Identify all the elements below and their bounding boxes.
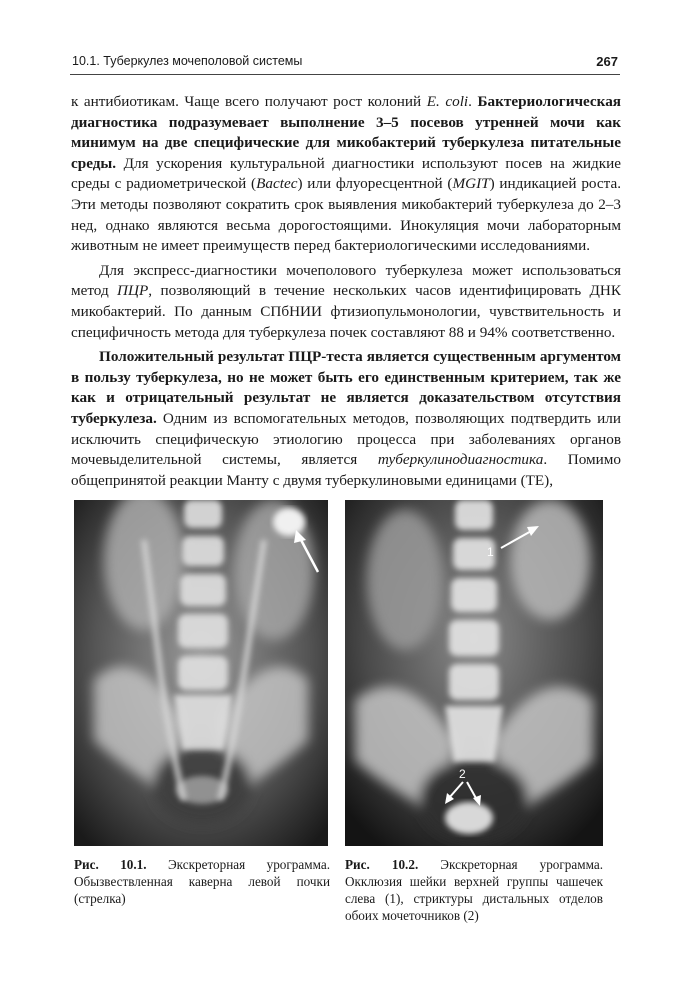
text-run: E. coli xyxy=(426,93,469,110)
figure-10-2-urogram xyxy=(345,500,603,846)
marker-label-1: 1 xyxy=(487,545,494,559)
text-run: Бактериологическая диагностика подразумевает выполнение 3–5 посевов утренней мочи как минимум на две специфические для микобактерий туберкулеза питательные среды. xyxy=(71,93,622,172)
text-run: , позволяющий в течение нескольких часов идентифицировать ДНК микобактерий. По данным СПбНИИ фтизиопульмонологии, чувствительность и специфичность метода для туберкулеза почек составляют 88 и 94% соответственно. xyxy=(71,282,621,341)
text-run: туберкулинодиагностика xyxy=(377,451,544,469)
caption-label: Рис. 10.1. xyxy=(74,857,147,872)
text-run: . xyxy=(468,93,478,110)
caption-text: Экскреторная урограмма. Обызвествленная каверна левой почки (стрелка) xyxy=(74,857,330,906)
xray-image-1 xyxy=(74,500,328,846)
paragraph-2 xyxy=(71,261,621,343)
page-number: 267 xyxy=(596,54,618,69)
text-run: MGIT xyxy=(452,175,490,193)
figure-10-2-caption xyxy=(345,856,603,924)
text-run: Положительный результат ПЦР-теста является существенным аргументом в пользу туберкулеза, но не может быть его единственным критерием, так же как и отрицательный результат не является доказательством отсутствия туберкулеза. xyxy=(71,348,621,427)
marker-label-2: 2 xyxy=(459,767,466,781)
text-run: Bactec xyxy=(256,175,298,193)
text-run: Одним из вспомогательных методов, позволяющих подтвердить или исключить специфическую этиологию процесса при заболеваниях органов мочевыделительной системы, является xyxy=(71,409,621,469)
text-run: Для ускорения культуральной диагностики используют посев на жидкие среды с радиометрической ( xyxy=(71,154,621,193)
caption-text: Экскреторная урограмма. Окклюзия шейки верхней группы чашечек слева (1), стриктуры дистальных отделов обоих мочеточников (2) xyxy=(345,857,603,923)
figure-10-1-urogram xyxy=(74,500,328,846)
caption-label: Рис. 10.2. xyxy=(345,857,419,872)
text-run: ) индикацией роста. Эти методы позволяют сократить срок выявления микобактерий туберкулеза до 2–3 нед, однако являются весьма дорогостоящими. Инокуляция мочи лабораторным животным не имеет преимуществ перед бактериологическими исследованиями. xyxy=(71,175,621,255)
text-run: ) или флуоресцентной ( xyxy=(297,175,453,193)
text-run: Для экспресс-диагностики мочеполового туберкулеза может использоваться метод xyxy=(71,261,621,300)
text-run: ПЦР xyxy=(117,282,149,300)
text-run: к антибиотикам. Чаще всего получают рост колоний xyxy=(71,93,427,110)
text-run: . Помимо общепринятой реакции Манту с двумя туберкулиновыми единицами (ТЕ), xyxy=(71,451,622,489)
running-header xyxy=(70,52,620,75)
paragraph-1 xyxy=(71,92,621,257)
section-title: 10.1. Туберкулез мочеполовой системы xyxy=(72,54,303,68)
xray-image-2 xyxy=(345,500,603,846)
figure-10-1-caption xyxy=(74,856,330,907)
body-text xyxy=(71,92,621,491)
paragraph-3 xyxy=(71,347,621,491)
